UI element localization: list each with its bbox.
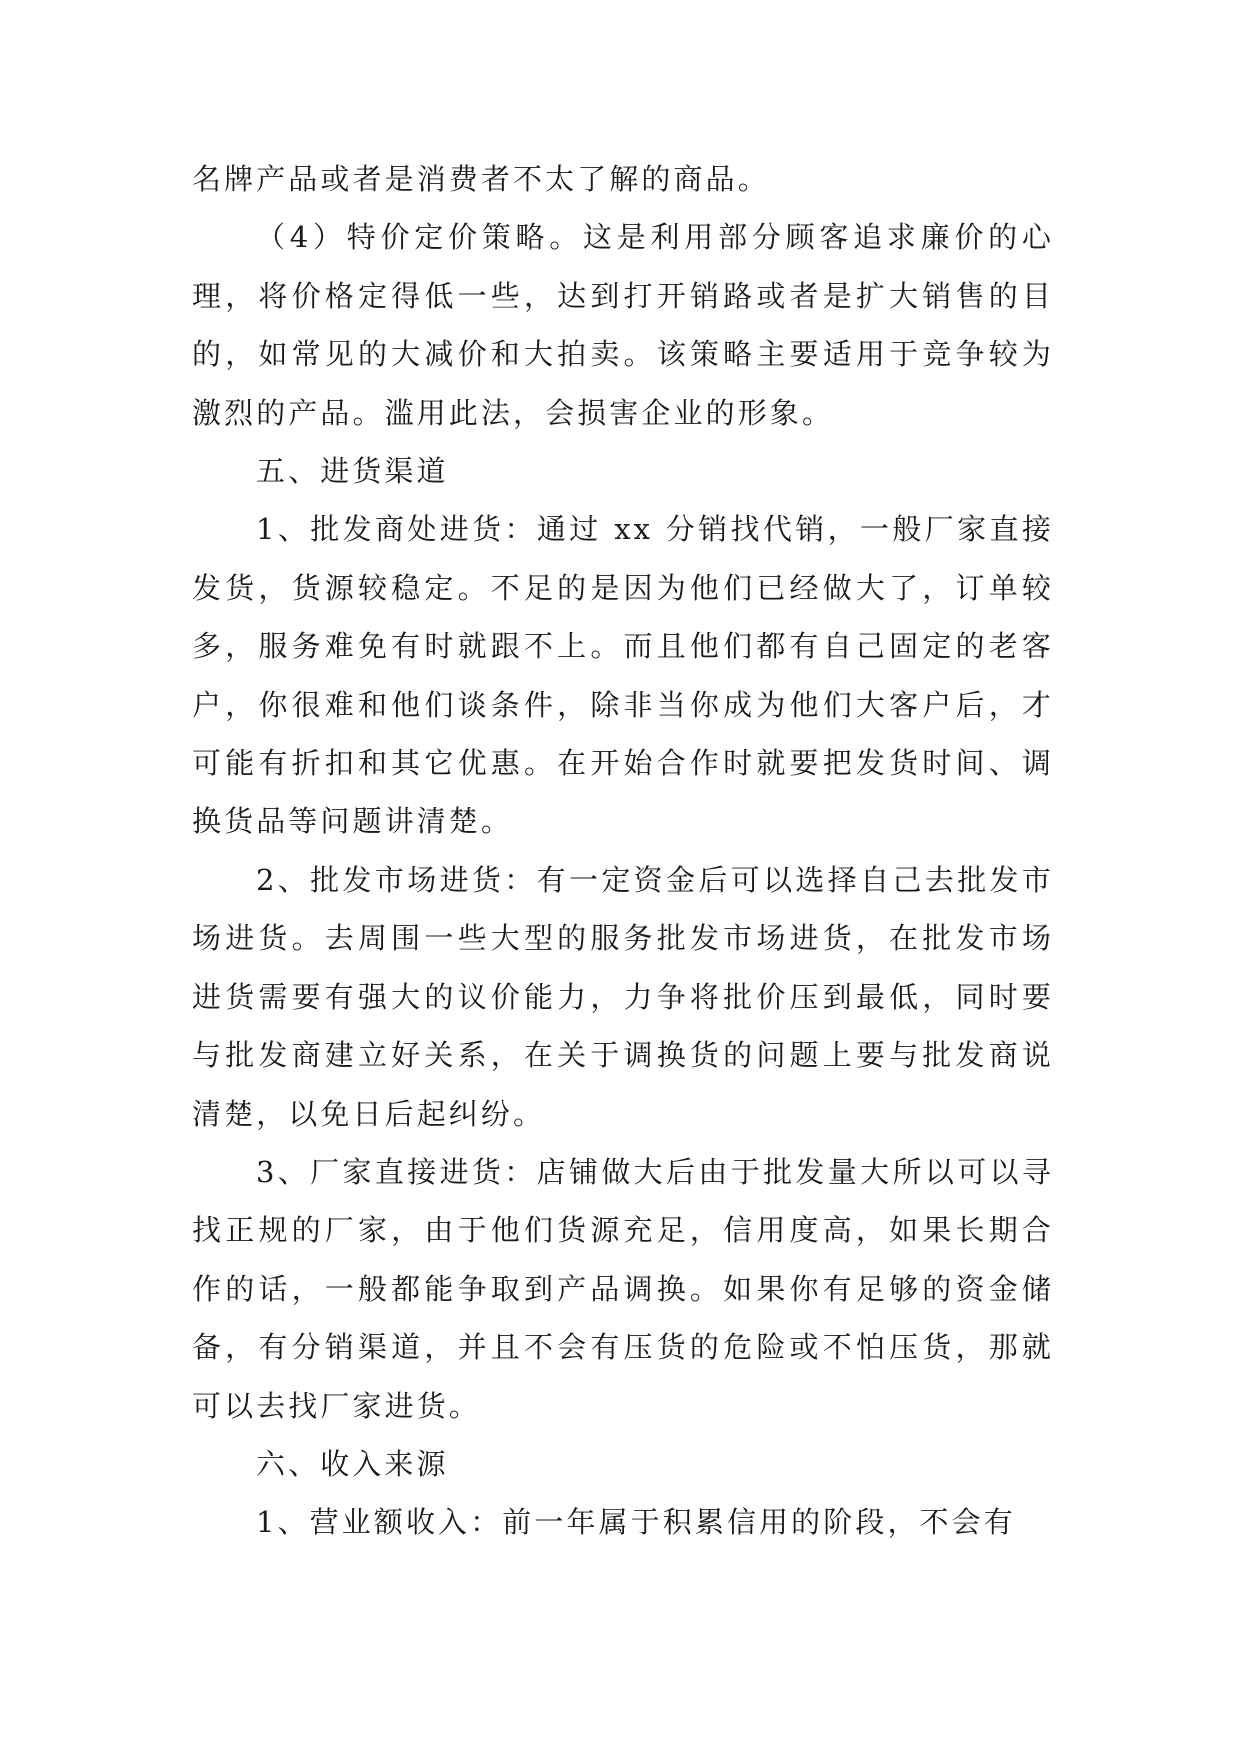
document-body [192,150,1054,1552]
paragraph-discount-pricing: （4）特价定价策略。这是利用部分顾客追求廉价的心理，将价格定得低一些，达到打开销路或者是扩大销售的目的，如常见的大减价和大拍卖。该策略主要适用于竞争较为激烈的产品。滥用此法，会损害企业的形象。 [192,220,1054,430]
section-heading-income-sources: 六、收入来源 [256,1446,449,1481]
paragraph-revenue: 1、营业额收入：前一年属于积累信用的阶段，不会有 [256,1505,1016,1540]
section-heading-purchase-channels: 五、进货渠道 [256,454,449,489]
paragraph-manufacturer: 3、厂家直接进货：店铺做大后由于批发量大所以可以寻找正规的厂家，由于他们货源充足，信用度高，如果长期合作的话，一般都能争取到产品调换。如果你有足够的资金储备，有分销渠道，并且不会有压货的危险或不怕压货，那就可以去找厂家进货。 [192,1154,1054,1423]
paragraph-continuation: 名牌产品或者是消费者不太了解的商品。 [192,162,770,196]
paragraph-wholesaler: 1、批发商处进货：通过 xx 分销找代销，一般厂家直接发货，货源较稳定。不足的是因为他们已经做大了，订单较多，服务难免有时就跟不上。而且他们都有自己固定的老客户，你很难和他们谈条件，除非当你成为他们大客户后，才可能有折扣和其它优惠。在开始合作时就要把发货时间、调换货品等问题讲清楚。 [192,512,1054,839]
paragraph-wholesale-market: 2、批发市场进货：有一定资金后可以选择自己去批发市场进货。去周围一些大型的服务批发市场进货，在批发市场进货需要有强大的议价能力，力争将批价压到最低，同时要与批发商建立好关系，在关于调换货的问题上要与批发商说清楚，以免日后起纠纷。 [192,862,1054,1131]
